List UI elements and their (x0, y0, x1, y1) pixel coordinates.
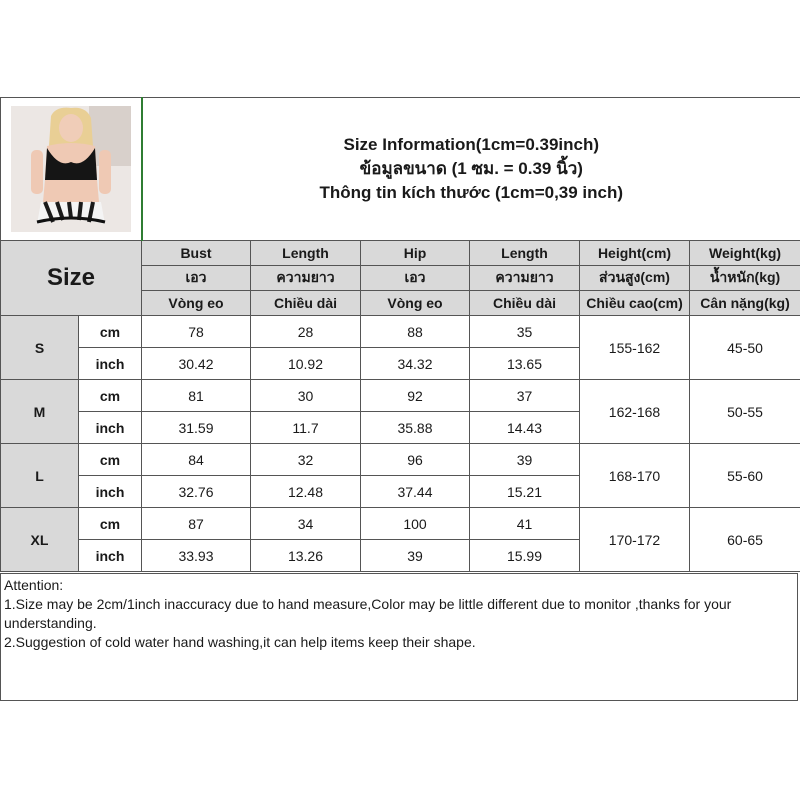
size-name: L (1, 444, 79, 508)
weight-range: 60-65 (690, 508, 800, 572)
size-value: 81 (142, 380, 251, 412)
product-photo-icon (11, 106, 131, 232)
attention-note-2: 2.Suggestion of cold water hand washing,it can help items keep their shape. (4, 634, 476, 650)
header-length-2-3: Chiều dài (470, 291, 580, 316)
weight-range: 50-55 (690, 380, 800, 444)
table-row (1, 444, 800, 476)
size-value: 30 (251, 380, 361, 412)
size-value: 92 (361, 380, 470, 412)
size-name: XL (1, 508, 79, 572)
size-value: 87 (142, 508, 251, 540)
table-row (1, 508, 800, 540)
size-value: 35 (470, 316, 580, 348)
header-hip-2: เอว (361, 266, 470, 291)
size-value: 13.65 (470, 348, 580, 380)
unit-label: cm (79, 508, 142, 540)
size-value: 37.44 (361, 476, 470, 508)
size-value: 41 (470, 508, 580, 540)
size-name: S (1, 316, 79, 380)
weight-range: 55-60 (690, 444, 800, 508)
size-value: 39 (470, 444, 580, 476)
header-hip-1: Hip (361, 241, 470, 266)
size-value: 12.48 (251, 476, 361, 508)
size-value: 32 (251, 444, 361, 476)
height-range: 170-172 (580, 508, 690, 572)
size-value: 34.32 (361, 348, 470, 380)
header-height-1: Height(cm) (580, 241, 690, 266)
title-english: Size Information(1cm=0.39inch) (343, 135, 600, 154)
size-value: 31.59 (142, 412, 251, 444)
attention-heading: Attention: (4, 577, 64, 593)
table-row (1, 380, 800, 412)
product-photo (11, 106, 131, 232)
header-weight-2: น้ำหนัก(kg) (690, 266, 800, 291)
header-weight-1: Weight(kg) (690, 241, 800, 266)
title-thai: ข้อมูลขนาด (1 ซม. = 0.39 นิ้ว) (359, 159, 583, 178)
size-value: 32.76 (142, 476, 251, 508)
unit-label: cm (79, 444, 142, 476)
size-value: 96 (361, 444, 470, 476)
header-weight-3: Cân nặng(kg) (690, 291, 800, 316)
height-range: 168-170 (580, 444, 690, 508)
header-length-1: Length (251, 241, 361, 266)
header-bust-2: เอว (142, 266, 251, 291)
size-value: 34 (251, 508, 361, 540)
unit-label: cm (79, 316, 142, 348)
size-name: M (1, 380, 79, 444)
size-value: 35.88 (361, 412, 470, 444)
header-height-3: Chiều cao(cm) (580, 291, 690, 316)
size-value: 84 (142, 444, 251, 476)
size-value: 100 (361, 508, 470, 540)
header-length-2: ความยาว (251, 266, 361, 291)
header-bust-1: Bust (142, 241, 251, 266)
attention-note-1: 1.Size may be 2cm/1inch inaccuracy due to hand measure,Color may be little different due to monitor ,thanks for your understanding. (4, 596, 732, 631)
header-length-2-1: Length (470, 241, 580, 266)
size-value: 88 (361, 316, 470, 348)
size-value: 30.42 (142, 348, 251, 380)
size-value: 33.93 (142, 540, 251, 572)
height-range: 162-168 (580, 380, 690, 444)
size-value: 13.26 (251, 540, 361, 572)
header-height-2: ส่วนสูง(cm) (580, 266, 690, 291)
unit-label: inch (79, 540, 142, 572)
size-value: 39 (361, 540, 470, 572)
size-table (0, 97, 800, 572)
product-photo-cell (1, 98, 142, 241)
header-length-2-2: ความยาว (470, 266, 580, 291)
size-value: 14.43 (470, 412, 580, 444)
size-value: 28 (251, 316, 361, 348)
weight-range: 45-50 (690, 316, 800, 380)
size-chart (0, 97, 800, 703)
header-length-3: Chiều dài (251, 291, 361, 316)
size-value: 15.99 (470, 540, 580, 572)
attention-box (0, 573, 798, 701)
header-hip-3: Vòng eo (361, 291, 470, 316)
height-range: 155-162 (580, 316, 690, 380)
header-bust-3: Vòng eo (142, 291, 251, 316)
title-vietnamese: Thông tin kích thước (1cm=0,39 inch) (319, 183, 624, 202)
size-value: 10.92 (251, 348, 361, 380)
size-value: 78 (142, 316, 251, 348)
size-value: 11.7 (251, 412, 361, 444)
size-value: 37 (470, 380, 580, 412)
title-cell (142, 98, 800, 241)
unit-label: inch (79, 476, 142, 508)
unit-label: inch (79, 348, 142, 380)
unit-label: inch (79, 412, 142, 444)
size-heading: Size (1, 241, 142, 316)
unit-label: cm (79, 380, 142, 412)
table-row (1, 316, 800, 348)
size-value: 15.21 (470, 476, 580, 508)
